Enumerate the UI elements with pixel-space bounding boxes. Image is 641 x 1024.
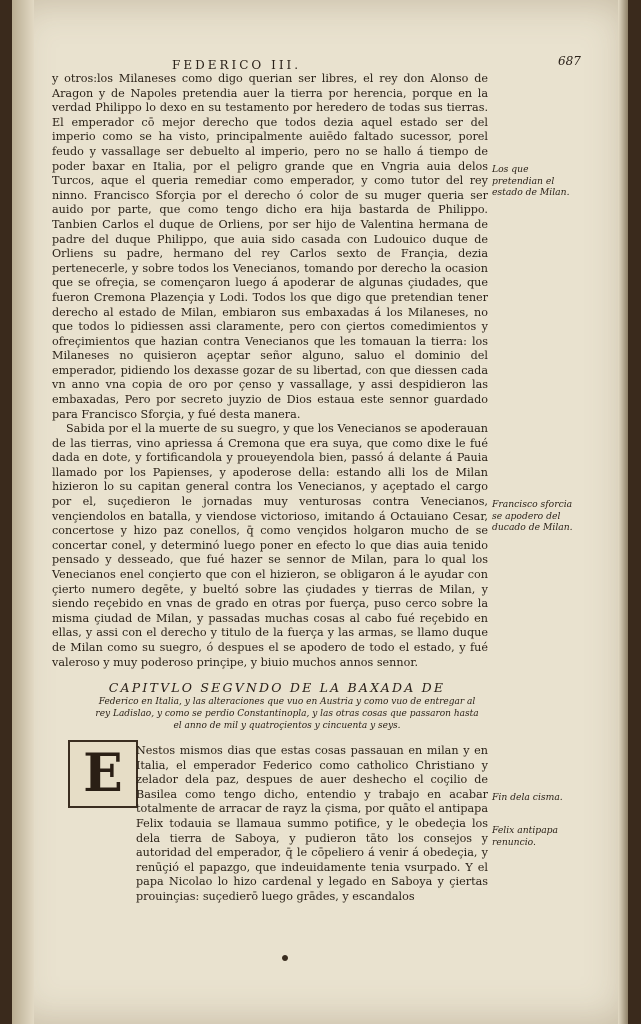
body-paragraph-1	[52, 72, 488, 422]
chapter-title: CAPITVLO SEGVNDO DE LA BAXADA DE	[108, 680, 446, 695]
body-paragraph-2	[52, 422, 488, 670]
page-edge	[618, 0, 628, 1024]
paragraph-text: Sabida por el la muerte de su suegro, y que los Venecianos se apoderauan de las tierras, vino apriessa á Cremona que era suya, que como dixe le fué dada en dote, y fortificandola y proueyendola bien, passó á delante á Pauia llamado por los Papienses, y apoderose della: estando alli los de Milan hizieron lo su capitan general contra los Venecianos, y açeptado el cargo por el, suçedieron le jornadas muy venturosas contra Venecianos, vençiendolos en batalla, y viendose victorioso, imitando á Octauiano Cesar, concertose y hizo paz conellos, q̄ como vençidos holgaron mucho de se concertar conel, y determinó luego poner en efecto lo que dias auia tenido pensado y desseado, que fué hazer se sennor de Milan, para lo qual los Venecianos enel conçierto que con el hizieron, se obligaron á le ayudar con çierto numero degēte, y bueltó sobre las çiudades y tierras de Milan, y siendo reçebido en vnas de grado en otras por fuerça, puso cerco sobre la misma çiudad de Milan, y passadas muchas cosas al cabo fué reçebido en ellas, y assi con el derecho y titulo de la fuerça y las armas, se llamo duque de Milan como su suegro, ó despues el se apodero de todo el estado, y fué valeroso y muy poderoso prinçipe, y biuio muchos annos sennor.	[52, 422, 488, 669]
book-page	[12, 0, 628, 1024]
margin-note-1: Los que pretendian el estado de Milan.	[492, 164, 570, 198]
chapter-subtitle: Federico en Italia, y las alteraciones que vuo en Austria y como vuo de entregar al rey Ladislao, y como se perdio Constantinopla, y las otras cosas que passaron hasta el anno de mil y quatroçientos y cincuenta y seys.	[95, 697, 479, 731]
margin-note-2: Francisco sforcia se apodero del ducado de Milan.	[492, 499, 573, 533]
margin-note-4: Felix antipapa renuncio.	[492, 825, 559, 848]
running-title: FEDERICO III.	[172, 58, 302, 72]
body-paragraph-3	[52, 744, 488, 905]
page-gutter	[12, 0, 34, 1024]
paragraph-text: y otros:los Milaneses como digo querian ser libres, el rey don Alonso de Aragon y de Napoles pretendia auer la tierra por herencia, porque en la verdad Philippo lo dexo en su testamento por heredero de todas sus tierras. El emperador cō mejor derecho que todos dezia aquel estado ser del imperio como se ha visto, principalmente auiēdo faltado sucessor, porel feudo y vassallage ser debuelto al imperio, pero no se hallo á tiempo de poder baxar en Italia, por el peligro grande que en Vngria auia delos Turcos, aque el queria remediar como emperador, y como tutor del rey ninno. Francisco Sforçia por el derecho ó color de su muger queria ser auido por parte, que como tengo dicho era hija bastarda de Philippo. Tanbien Carlos el duque de Orliens, por ser hijo de Valentina hermana de padre del duque Philippo, que auia sido casada con Ludouico duque de Orliens su padre, hermano del rey Carlos sexto de Françia, dezia pertenecerle, y sobre todos los Venecianos, tomando por derecho la ocasion que se ofreçia, se començaron luego á apoderar de algunas çiudades, que fueron Cremona Plazençia y Lodi. Todos los que digo que pretendian tener derecho al estado de Milan, embiaron sus embaxadas á los Milaneses, no que todos lo pidiessen assi claramente, pero con çiertos comedimientos y ofreçimientos que hazian contra Venecianos que les tomauan la tierra: los Milaneses no quisieron açeptar señor alguno, saluo el dominio del emperador, pidiendo los dexasse gozar de su libertad, con que diessen cada vn anno vna copia de oro por çenso y vassallage, y assi despidieron las embaxadas, Pero por secreto juyzio de Dios estaua este sennor guardado para Francisco Sforçia, y fué desta manera.	[52, 72, 488, 421]
margin-note-3: Fin dela cisma.	[492, 792, 563, 803]
page-number: 687	[558, 54, 581, 68]
initial-letter: E	[83, 743, 123, 804]
paragraph-text: Nestos mismos dias que estas cosas passauan en milan y en Italia, el emperador Federico como catholico Christiano y zelador dela paz, despues de auer deshecho el coçilio de Basilea como tengo dicho, entendio y trabajo en acabar totalmente de arracar de rayz la çisma, por quāto el antipapa Felix todauia se llamaua summo potifice, y le obedeçia los dela tierra de Saboya, y pudieron tāto los consejos y autoridad del emperador, q̄ le cōpeliero á venir á obedeçia, y renūçió el papazgo, que indeuidamente tenia vsurpado. Y el papa Nicolao lo hizo cardenal y legado en Saboya y çiertas prouinçias: suçedierō luego grādes, y escandalos	[136, 744, 488, 903]
page-ornament	[282, 955, 288, 961]
